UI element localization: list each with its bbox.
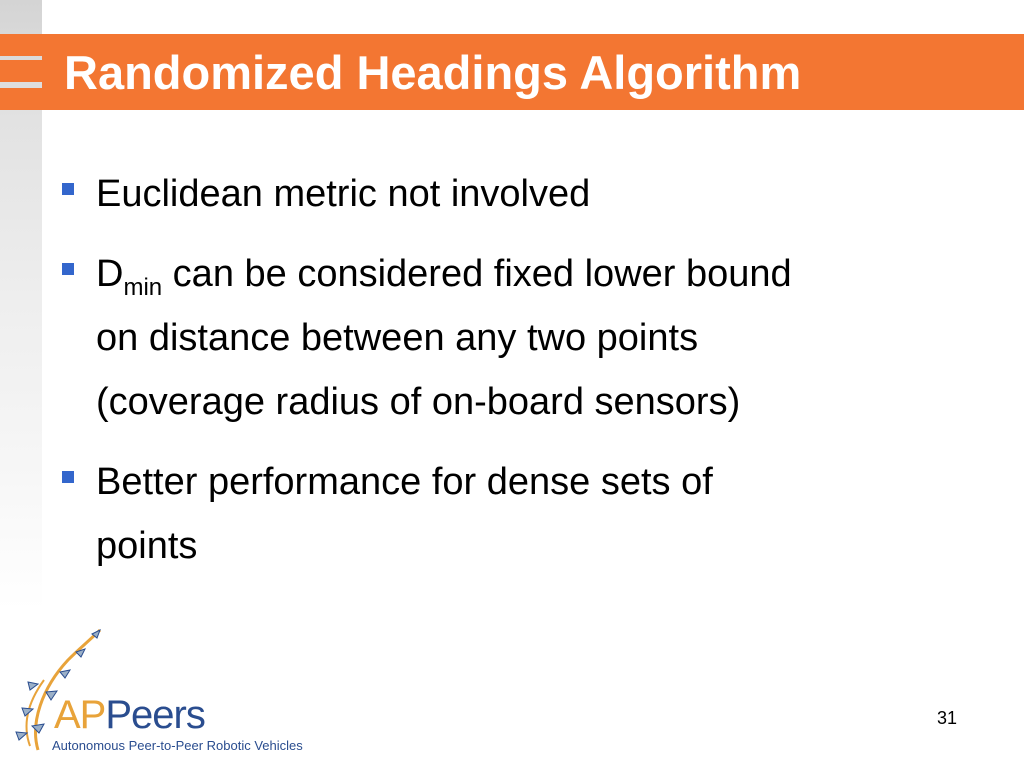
bullet-item-euclidean: [58, 162, 958, 226]
logo-tagline: Autonomous Peer-to-Peer Robotic Vehicles: [52, 738, 303, 753]
bullet-subscript: min: [123, 274, 163, 301]
square-bullet-icon: [62, 183, 74, 195]
bullet-list: [58, 162, 958, 594]
bullet-item-dmin: [58, 242, 958, 434]
bullet-text-line3: (coverage radius of on-board sensors): [96, 381, 741, 423]
square-bullet-icon: [62, 263, 74, 275]
strip-accent-top: [0, 34, 42, 56]
square-bullet-icon: [62, 471, 74, 483]
logo-name-suffix: Peers: [105, 693, 205, 737]
bullet-text: Euclidean metric not involved: [96, 173, 591, 215]
bullet-text-line1: Better performance for dense sets of: [96, 461, 713, 503]
appeers-logo-wordmark: [54, 693, 205, 737]
strip-accent-bottom: [0, 88, 42, 110]
bullet-text-line2: points: [96, 525, 198, 567]
logo-name-prefix: AP: [54, 693, 106, 737]
bullet-item-performance: [58, 450, 958, 578]
slide-title: Randomized Headings Algorithm: [64, 46, 802, 99]
page-number: 31: [937, 708, 958, 728]
strip-accent-middle: [0, 60, 42, 82]
bullet-text-prefix: D: [96, 253, 124, 295]
bullet-text-line1: can be considered fixed lower bound: [162, 253, 792, 295]
bullet-text-line2: on distance between any two points: [96, 317, 699, 359]
